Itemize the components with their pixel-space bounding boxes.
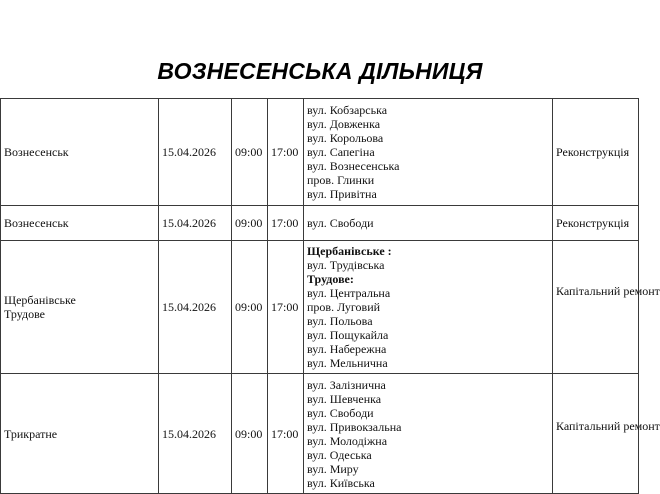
locality-cell (1, 206, 159, 241)
street-name: вул. Шевченка (307, 391, 382, 406)
street-name: вул. Корольова (307, 131, 384, 145)
work-type-cell: Капітальний ремонт (553, 241, 639, 374)
street-name: вул. Київська (307, 475, 375, 490)
street-name: вул. Привітна (307, 187, 377, 201)
table-body (1, 99, 660, 494)
date-cell: 15.04.2026 (159, 206, 232, 241)
street-name: вул. Пощукайла (307, 328, 389, 342)
settlement-group-label: Трудове: (307, 272, 354, 286)
settlement-group-label: Щербанівське : (307, 244, 392, 258)
date-cell: 15.04.2026 (159, 99, 232, 206)
street-name: вул. Центральна (307, 286, 391, 300)
table-row (1, 374, 639, 494)
street-name: вул. Сапегіна (307, 145, 375, 159)
street-name: пров. Глинки (307, 173, 375, 187)
street-name: вул. Набережна (307, 342, 387, 356)
table-row (1, 241, 639, 374)
street-name: вул. Залізнична (307, 377, 386, 392)
locality-cell (1, 99, 159, 206)
end-time-cell: 17:00 (268, 374, 304, 494)
locality-name: Вознесенськ (4, 216, 69, 230)
street-name: вул. Мельнична (307, 356, 388, 370)
street-name: вул. Кобзарська (307, 103, 388, 117)
work-type-cell: Реконструкція (553, 99, 639, 206)
locality-name: Щербанівське (4, 293, 76, 307)
end-time-cell: 17:00 (268, 241, 304, 374)
outage-schedule-table (0, 98, 660, 494)
streets-cell (304, 206, 553, 241)
locality-name: Трудове (4, 307, 45, 321)
start-time-cell: 09:00 (232, 241, 268, 374)
street-name: вул. Вознесенська (307, 159, 400, 173)
street-name: вул. Миру (307, 461, 359, 476)
locality-cell (1, 241, 159, 374)
table-row (1, 99, 639, 206)
street-name: вул. Молодіжна (307, 433, 388, 448)
street-name: вул. Трудівська (307, 258, 385, 272)
street-name: вул. Польова (307, 314, 373, 328)
end-time-cell: 17:00 (268, 206, 304, 241)
locality-cell (1, 374, 159, 494)
date-cell: 15.04.2026 (159, 241, 232, 374)
street-name: пров. Луговий (307, 300, 381, 314)
streets-cell (304, 241, 553, 374)
start-time-cell: 09:00 (232, 374, 268, 494)
street-name: вул. Довженка (307, 117, 381, 131)
table-row (1, 206, 639, 241)
locality-name: Вознесенськ (4, 145, 69, 159)
street-name: вул. Привокзальна (307, 419, 402, 434)
work-type-cell: Реконструкція (553, 206, 639, 241)
street-name: вул. Свободи (307, 216, 374, 230)
street-name: вул. Свободи (307, 405, 374, 420)
locality-name: Трикратне (4, 426, 58, 441)
date-cell: 15.04.2026 (159, 374, 232, 494)
work-type-cell: Капітальний ремонт (553, 374, 639, 494)
page-title: ВОЗНЕСЕНСЬКА ДІЛЬНИЦЯ (157, 58, 483, 84)
street-name: вул. Одеська (307, 447, 372, 462)
start-time-cell: 09:00 (232, 206, 268, 241)
streets-cell (304, 374, 553, 494)
start-time-cell: 09:00 (232, 99, 268, 206)
streets-cell (304, 99, 553, 206)
end-time-cell: 17:00 (268, 99, 304, 206)
